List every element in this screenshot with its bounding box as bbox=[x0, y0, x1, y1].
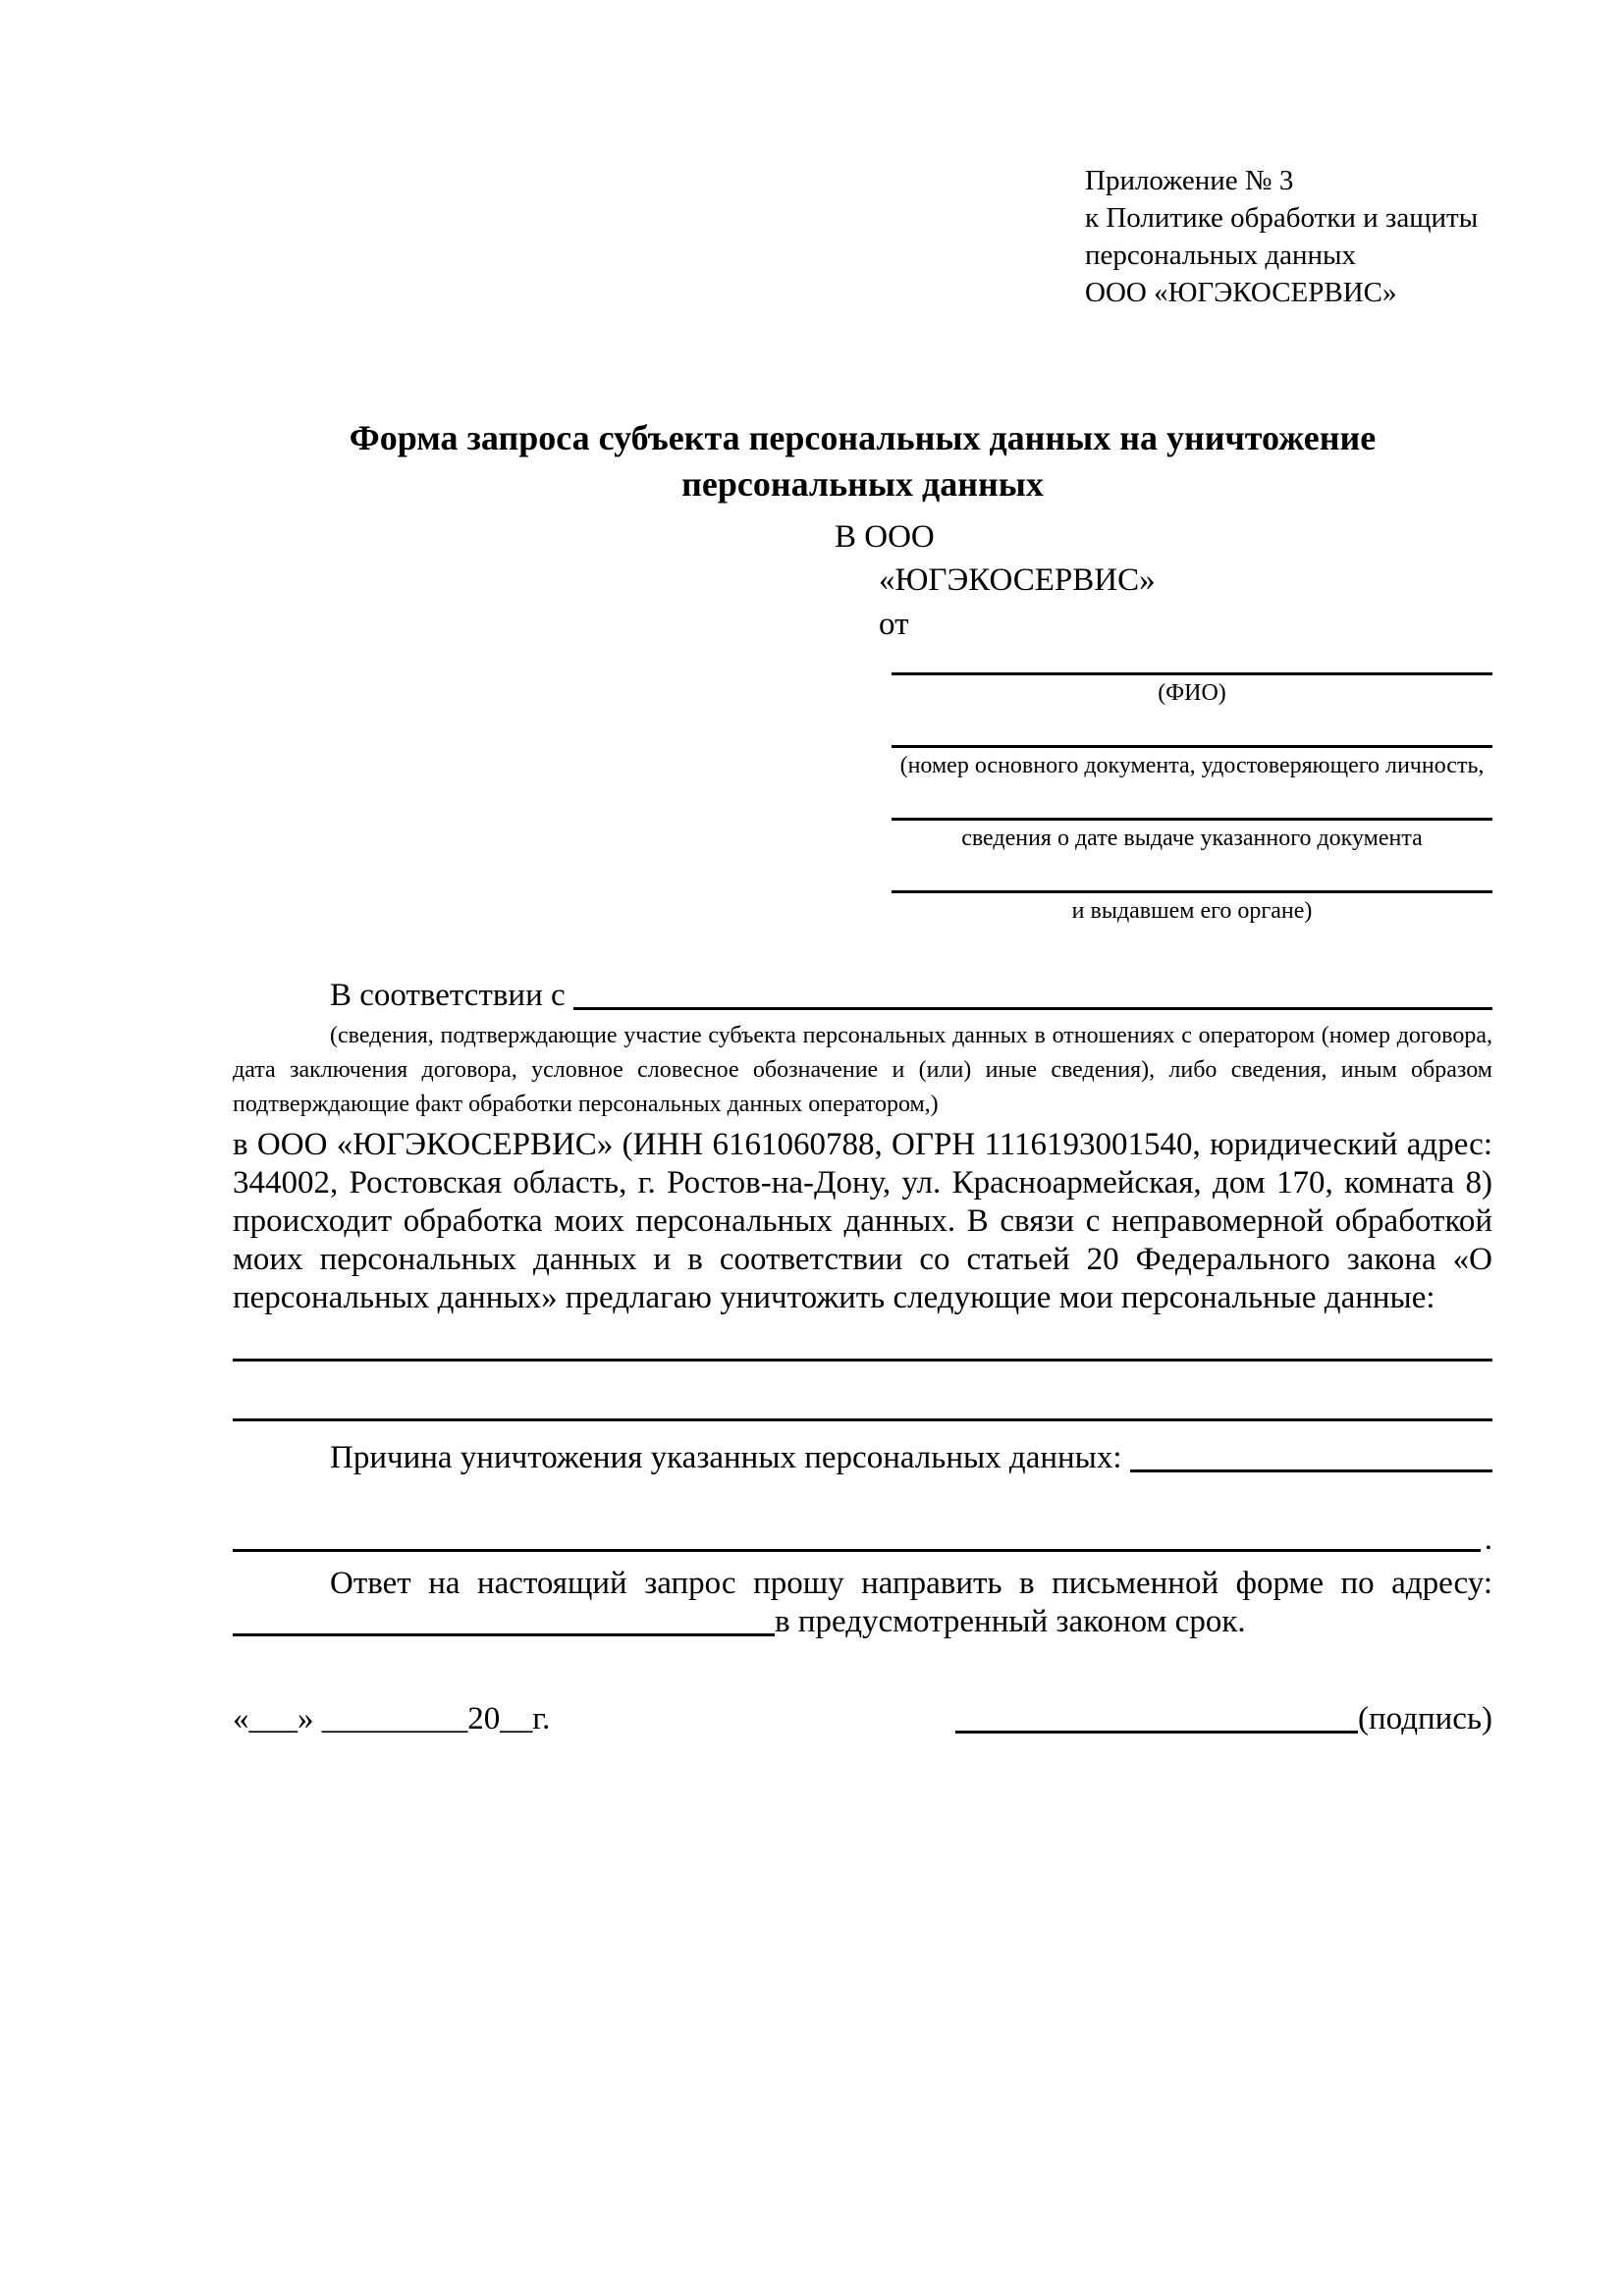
document-number-caption: (номер основного документа, удостоверяющего личность, bbox=[899, 753, 1485, 778]
answer-tail: в предусмотренный законом срок. bbox=[775, 1604, 1246, 1639]
reason-row bbox=[233, 1439, 1492, 1477]
appendix-line-4: ООО «ЮГЭКОСЕРВИС» bbox=[1085, 277, 1397, 308]
issuing-authority-blank-line bbox=[892, 853, 1492, 893]
reason-blank-line-1 bbox=[1130, 1439, 1492, 1472]
address-blank-line bbox=[233, 1603, 775, 1636]
fio-caption: (ФИО) bbox=[1158, 680, 1226, 706]
addressee-block bbox=[835, 515, 1492, 926]
accordance-blank-line bbox=[573, 977, 1492, 1010]
date-line: «___» _________20__г. bbox=[233, 1701, 551, 1736]
data-blank-line-2 bbox=[233, 1418, 1492, 1421]
issue-date-blank-line bbox=[892, 780, 1492, 821]
accordance-label: В соответствии с bbox=[330, 978, 566, 1013]
signature-caption: (подпись) bbox=[1358, 1701, 1492, 1736]
appendix-line-1: Приложение № 3 bbox=[1085, 165, 1294, 196]
reason-blank-line-2 bbox=[233, 1549, 1481, 1552]
data-blank-line-1 bbox=[233, 1359, 1492, 1362]
addressee-org: «ЮГЭКОСЕРВИС» bbox=[879, 562, 1156, 598]
document-title-line-2: персональных данных bbox=[681, 464, 1044, 504]
answer-sentence: Ответ на настоящий запрос прошу направить в письменной форме по адресу: bbox=[330, 1566, 1492, 1601]
document-title bbox=[233, 415, 1492, 507]
answer-address-row bbox=[233, 1603, 1492, 1641]
document-content bbox=[233, 162, 1492, 1738]
issuing-authority-field bbox=[892, 853, 1492, 926]
sentence-period: . bbox=[1484, 1522, 1492, 1557]
fio-field bbox=[892, 647, 1492, 708]
main-paragraph: в ООО «ЮГЭКОСЕРВИС» (ИНН 6161060788, ОГРН 1116193001540, юридический адрес: 344002, Ростовская область, г. Ростов-на-Дону, ул. Красноармейская, дом 170, комната 8) происходит обработка моих персональных данных. В связи с неправомерной обработкой моих персональных данных и в соответствии со статьей 20 Федерального закона «О персональных данных» предлагаю уничтожить следующие мои персональные данные: bbox=[233, 1127, 1492, 1315]
accordance-row bbox=[233, 977, 1492, 1015]
issuing-authority-caption: и выдавшем его органе) bbox=[1071, 898, 1313, 924]
accordance-caption: (сведения, подтверждающие участие субъекта персональных данных в отношениях с оператором (номер договора, дата заключения договора, условное словесное обозначение и (или) иные сведения), либо сведения, иным образом подтверждающие факт обработки персональных данных оператором,) bbox=[233, 1023, 1492, 1117]
addressee-from-label: от bbox=[879, 607, 909, 642]
reason-label: Причина уничтожения указанных персональных данных: bbox=[330, 1440, 1122, 1475]
addressee-to: В ООО bbox=[835, 519, 935, 555]
issue-date-field bbox=[892, 780, 1492, 853]
reason-blank-row-2 bbox=[233, 1521, 1492, 1559]
appendix-line-3: персональных данных bbox=[1085, 240, 1357, 271]
document-number-blank-line bbox=[892, 708, 1492, 748]
signature-group bbox=[955, 1700, 1492, 1738]
document-title-line-1: Форма запроса субъекта персональных данных на уничтожение bbox=[349, 418, 1377, 457]
issue-date-caption: сведения о дате выдаче указанного документа bbox=[961, 826, 1423, 851]
appendix-line-2: к Политике обработки и защиты bbox=[1085, 202, 1479, 234]
appendix-block bbox=[1085, 162, 1492, 311]
date-signature-row bbox=[233, 1700, 1492, 1738]
signature-blank-line bbox=[955, 1731, 1358, 1734]
document-number-field bbox=[892, 708, 1492, 780]
fio-blank-line bbox=[892, 647, 1492, 675]
